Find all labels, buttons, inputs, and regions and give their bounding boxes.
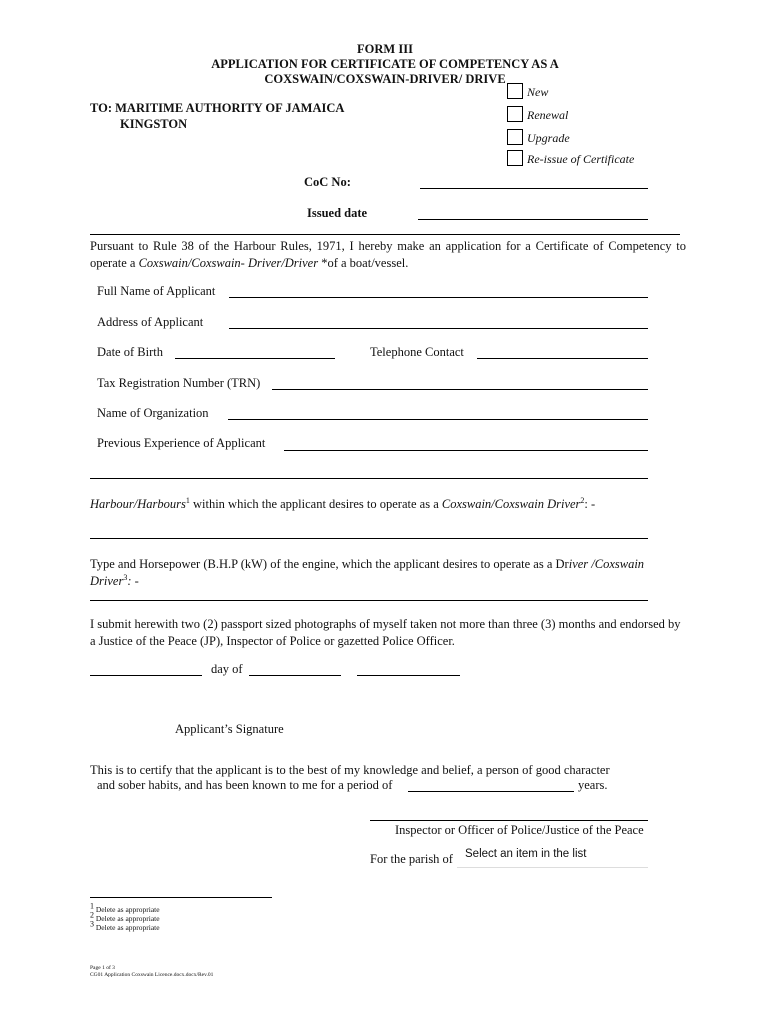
years-label: years. bbox=[578, 778, 608, 792]
intro-text-2: *of a boat/vessel. bbox=[318, 256, 409, 270]
officer-signature-field[interactable] bbox=[370, 820, 648, 821]
form-title-line-1: APPLICATION FOR CERTIFICATE OF COMPETENCY AS A bbox=[211, 57, 559, 71]
section-divider bbox=[90, 234, 680, 235]
date-day-field[interactable] bbox=[90, 675, 202, 676]
intro-text-italic: Coxswain/Coxswain- Driver/Driver bbox=[138, 256, 319, 270]
coc-number-field[interactable] bbox=[420, 188, 648, 189]
officer-label: Inspector or Officer of Police/Justice of the Peace bbox=[395, 823, 644, 837]
harbour-field[interactable] bbox=[90, 538, 648, 539]
file-reference: CG01 Application Coxswain Licence.docx.docx/Rev.01 bbox=[90, 972, 214, 978]
intro-text-1: Pursuant to Rule 38 of the Harbour Rules, 1971, I hereby make an application for a Certificate of Competency to operate a bbox=[90, 239, 686, 270]
experience-field[interactable] bbox=[284, 450, 648, 451]
engine-text: Type and Horsepower (B.H.P (kW) of the engine, which the applicant desires to operate as a Dr bbox=[90, 557, 569, 571]
checkbox-reissue[interactable] bbox=[507, 150, 523, 166]
trn-field[interactable] bbox=[272, 389, 648, 390]
intro-paragraph bbox=[90, 238, 686, 272]
date-year-field[interactable] bbox=[357, 675, 460, 676]
certify-line-1: This is to certify that the applicant is to the best of my knowledge and belief, a person of good character bbox=[90, 763, 610, 777]
footnote-ref-2: 2 bbox=[580, 495, 585, 505]
parish-label: For the parish of bbox=[370, 852, 453, 866]
harbour-text-italic-2: Coxswain/Coxswain Driver bbox=[441, 497, 581, 511]
dob-field[interactable] bbox=[175, 358, 335, 359]
form-title-line-2: COXSWAIN/COXSWAIN-DRIVER/ DRIVE bbox=[264, 72, 506, 86]
parish-select[interactable]: Select an item in the list bbox=[457, 848, 648, 868]
organization-field[interactable] bbox=[228, 419, 648, 420]
experience-field-2[interactable] bbox=[90, 478, 648, 479]
checkbox-new[interactable] bbox=[507, 83, 523, 99]
footnote-divider bbox=[90, 897, 272, 898]
full-name-label: Full Name of Applicant bbox=[97, 284, 216, 298]
harbour-tail: : - bbox=[584, 497, 596, 511]
dob-label: Date of Birth bbox=[97, 345, 163, 359]
photos-paragraph: I submit herewith two (2) passport sized photographs of myself taken not more than three (3) months and endorsed by a Justice of the Peace (JP), Inspector of Police or gazetted Police Officer. bbox=[90, 617, 681, 648]
engine-field[interactable] bbox=[90, 600, 648, 601]
engine-question bbox=[90, 556, 652, 590]
applicant-signature-label: Applicant’s Signature bbox=[175, 722, 284, 736]
addressee-line: TO: MARITIME AUTHORITY OF JAMAICA bbox=[90, 101, 345, 115]
page-number: Page 1 of 3 bbox=[90, 965, 115, 971]
address-label: Address of Applicant bbox=[97, 315, 204, 329]
checkbox-upgrade-label: Upgrade bbox=[527, 131, 570, 145]
checkbox-reissue-label: Re-issue of Certificate bbox=[527, 152, 635, 166]
engine-text-italic: iver /Coxswain Driver bbox=[90, 557, 645, 588]
address-field[interactable] bbox=[229, 328, 648, 329]
period-known-field[interactable] bbox=[408, 791, 574, 792]
engine-tail: : - bbox=[127, 574, 139, 588]
experience-label: Previous Experience of Applicant bbox=[97, 436, 266, 450]
checkbox-renewal-label: Renewal bbox=[527, 108, 569, 122]
harbour-question bbox=[90, 497, 595, 512]
trn-label: Tax Registration Number (TRN) bbox=[97, 376, 261, 390]
certify-line-2: and sober habits, and has been known to me for a period of bbox=[97, 778, 393, 792]
coc-number-label: CoC No: bbox=[304, 175, 351, 189]
telephone-field[interactable] bbox=[477, 358, 648, 359]
issued-date-field[interactable] bbox=[418, 219, 648, 220]
footnote-3: $^3$ Delete as appropriate bbox=[90, 919, 160, 932]
form-number: FORM III bbox=[357, 42, 413, 56]
checkbox-upgrade[interactable] bbox=[507, 129, 523, 145]
issued-date-label: Issued date bbox=[307, 206, 368, 220]
checkbox-new-label: New bbox=[527, 85, 549, 99]
footnote-2: $^2$ Delete as appropriate bbox=[90, 910, 160, 923]
day-of-label: day of bbox=[211, 662, 243, 676]
footnote-ref-1: 1 bbox=[185, 495, 190, 505]
harbour-text: within which the applicant desires to operate as a bbox=[189, 497, 442, 511]
full-name-field[interactable] bbox=[229, 297, 648, 298]
telephone-label: Telephone Contact bbox=[370, 345, 464, 359]
date-month-field[interactable] bbox=[249, 675, 341, 676]
footnote-ref-3: 3 bbox=[123, 572, 128, 582]
addressee-city: KINGSTON bbox=[120, 117, 188, 131]
checkbox-renewal[interactable] bbox=[507, 106, 523, 122]
harbour-text-italic: Harbour/Harbours bbox=[90, 497, 186, 511]
organization-label: Name of Organization bbox=[97, 406, 209, 420]
footnote-1: $^1$ Delete as appropriate bbox=[90, 901, 160, 914]
